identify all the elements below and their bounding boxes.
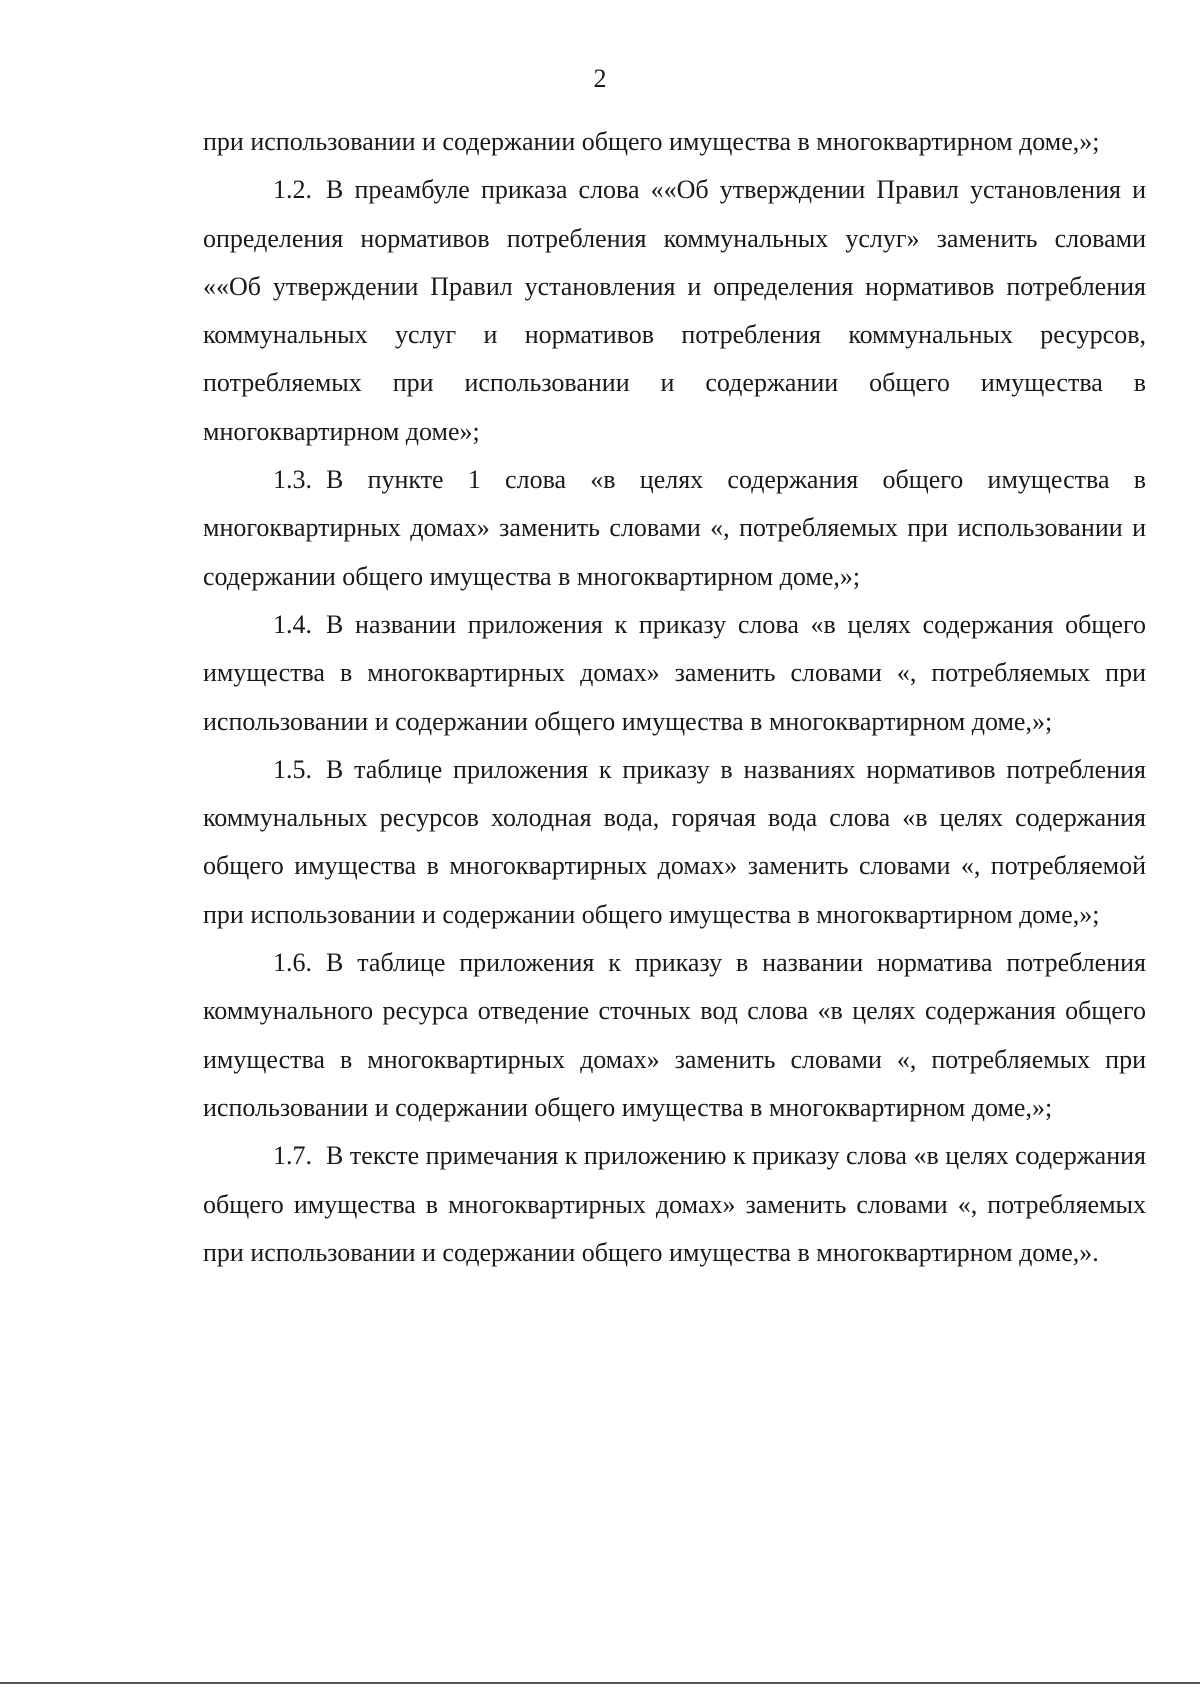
paragraph-number: 1.2. [273,175,312,205]
paragraph-text: В пункте 1 слова «в целях содержания общего имущества в многоквартирных домах» заменить словами «, потребляемых при использовании и содержании общего имущества в многоквартирном доме,»; [203,465,1146,591]
paragraph-number: 1.3. [273,465,312,495]
paragraph-text: В тексте примечания к приложению к приказу слова «в целях содержания общего имущества в многоквартирных домах» заменить словами «, потребляемых при использовании и содержании общего имущества в многоквартирном доме,». [203,1141,1146,1267]
paragraph-text: В таблице приложения к приказу в названиях нормативов потребления коммунальных ресурсов холодная вода, горячая вода слова «в целях содержания общего имущества в многоквартирных домах» заменить словами «, потребляемой при использовании и содержании общего имущества в многоквартирном доме,»; [203,754,1146,929]
page-number: 2 [593,64,607,93]
paragraph-number: 1.4. [273,609,312,639]
paragraph-text: В названии приложения к приказу слова «в целях содержания общего имущества в многоквартирных домах» заменить словами «, потребляемых при использовании и содержании общего имущества в многоквартирном доме,»; [203,609,1146,736]
paragraph-1-4 [203,601,1146,746]
paragraph-text: В преамбуле приказа слова ««Об утверждении Правил установления и определения нормативов потребления коммунальных услуг» заменить словами ««Об утверждении Правил установления и определения нормативов потребления коммунальных услуг и нормативов потребления коммунальных ресурсов, потребляемых при использовании и содержании общего имущества в многоквартирном доме»; [203,175,1146,446]
paragraph-number: 1.6. [273,948,312,978]
paragraph-continuation [203,118,1146,166]
document-body [203,118,1146,1277]
paragraph-text: В таблице приложения к приказу в названии норматива потребления коммунального ресурса отведение сточных вод слова «в целях содержания общего имущества в многоквартирных домах» заменить словами «, потребляемых при использовании и содержании общего имущества в многоквартирном доме,»; [203,948,1146,1122]
paragraph-1-2 [203,166,1146,456]
paragraph-text: при использовании и содержании общего имущества в многоквартирном доме,»; [203,127,1100,156]
paragraph-number: 1.5. [273,754,312,784]
paragraph-1-7 [203,1132,1146,1277]
paragraph-1-6 [203,939,1146,1132]
paragraph-1-5 [203,746,1146,939]
paragraph-1-3 [203,456,1146,601]
paragraph-number: 1.7. [273,1141,312,1171]
page-bottom-edge [0,1682,1200,1684]
